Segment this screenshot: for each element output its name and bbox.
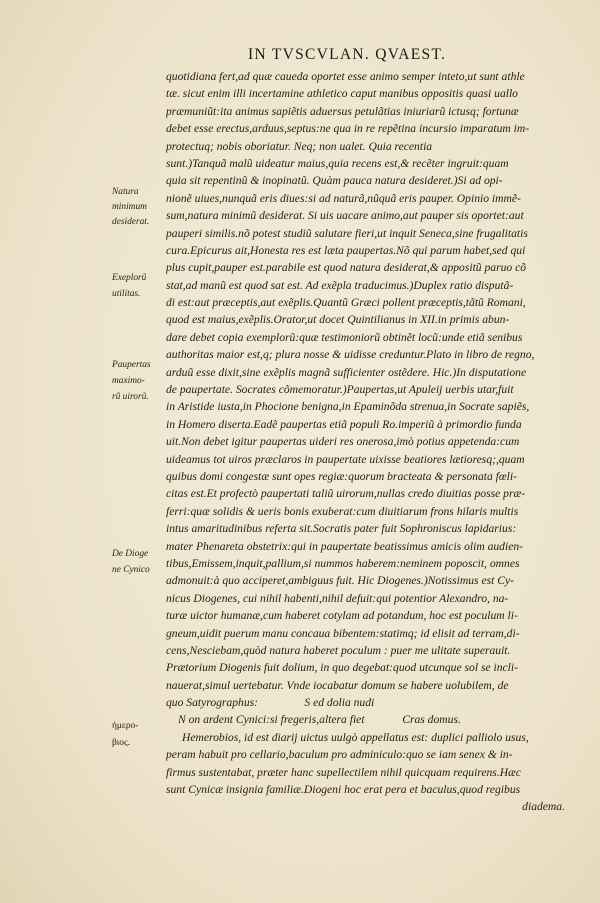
- margin-note-line: Exeplorũ: [112, 273, 147, 283]
- margin-note-line: Natura: [112, 187, 139, 197]
- text-line: debet esse erectus,arduus,septus:ne qua in re repẽtina incursio imparatum im-: [166, 122, 530, 136]
- text-line: tæ. sicut enim illi incertamine athletico caput manibus oppositis quasi uallo: [166, 87, 518, 101]
- text-line: plus cupit,pauper est.parabile est quod natura desiderat,& appositũ paruo cõ: [166, 261, 527, 275]
- margin-note-line: desiderat.: [112, 217, 150, 227]
- text-line: Hemerobios, id est diarij uictus uulgò appellatus est: duplici palliolo usus,: [182, 730, 529, 744]
- text-line: quia sit repentinũ & inopinatũ. Quàm pauca natura desideret.)Si ad opi-: [166, 174, 503, 188]
- text-line: cura.Epicurus ait,Honesta res est læta paupertas.Nõ qui parum habet,sed qui: [166, 243, 526, 257]
- text-line: in Aristide iusta,in Phocione benigna,in Epaminõda strenua,in Socrate sapiẽs,: [166, 400, 530, 414]
- text-line-catchword: diadema.: [522, 800, 565, 814]
- text-line: nionẽ uiues,nunquã eris diues:si ad naturã,nũquã eris pauper. Opinio immẽ-: [166, 191, 521, 205]
- margin-note-line: maximo-: [112, 376, 145, 386]
- margin-note-line: utilitas.: [112, 289, 141, 299]
- text-line: authoritas maior est,q; plura nosse & uidisse creduntur.Plato in libro de regno,: [166, 348, 535, 362]
- text-line: de paupertate. Socrates cõmemoratur.)Paupertas,ut Apuleij uerbis utar,fuit: [166, 383, 514, 397]
- margin-note-hemerobios: [112, 721, 164, 749]
- text-line: quibus domi congestæ sunt opes regiæ:quorum bracteata & personata fœli-: [166, 469, 517, 483]
- text-line: turæ uictor humanæ,cum haberet cotylam ad potandum, hoc est poculum li-: [166, 609, 518, 623]
- text-line: admonuit:à quo acciperet,ambiguus fuit. Hic Diogenes.)Notissimus est Cy-: [166, 574, 514, 588]
- text-line: citas est.Et profectò paupertati taliũ uirorum,nullas credo diuitias posse præ-: [166, 487, 526, 501]
- text-line: nicus Diogenes, cui nihil habenti,nihil defuit:qui potentior Alexandro, na-: [166, 591, 509, 605]
- margin-note-line: ne Cynico: [112, 565, 150, 575]
- text-line: intus amaritudinibus referta sit.Socratis pater fuit Sophroniscus lapidarius:: [166, 522, 517, 536]
- text-line: uideamus tot uiros præclaros in paupertate uixisse beatiores lætioresq;,quam: [166, 452, 525, 466]
- text-line: gneum,uidit puerum manu concaua bibentem:statimq; id elisit ad terram,di-: [166, 626, 520, 640]
- margin-note-line: ἡμερο-: [112, 721, 139, 731]
- margin-note-exemplorum: [112, 273, 164, 300]
- text-line: Prætorium Diogenis fuit dolium, in quo degebat:quod utcunque sol se incli-: [166, 661, 518, 675]
- margin-note-paupertas: [112, 360, 164, 403]
- text-line: protectuq; nobis oboriatur. Neq; non ualet. Quia recentia: [166, 139, 433, 153]
- text-line: uit.Non debet igitur paupertas uideri res onerosa,imò potius appetenda:cum: [166, 435, 520, 449]
- margin-note-line: De Dioge: [112, 549, 149, 559]
- text-line: in Homero diserta.Eadẽ paupertas etiã populi Ro.imperiũ à primordio funda: [166, 417, 522, 431]
- text-line: pauperi similis.nõ potest studiũ salutare fieri,ut inquit Seneca,sine frugalitatis: [166, 226, 528, 240]
- text-line: quotidiana fert,ad quæ caueda oportet esse animo semper inteto,ut sunt athle: [166, 70, 525, 83]
- text-line: cens,Nesciebam,quòd natura haberet poculum : puer me ulitate superauit.: [166, 643, 511, 657]
- text-line: di est:aut præceptis,aut exẽplis.Quantũ Græci pollent præceptis,tãtũ Romani,: [166, 296, 526, 310]
- running-head: IN TVSCVLAN. QVAEST.: [248, 46, 447, 63]
- text-line: dare debet copia exemplorũ:quæ testimoniorũ obtinẽt locũ:unde etiã senibus: [166, 330, 523, 344]
- text-line: quo Satyrographus: S ed dolia nudi: [166, 696, 375, 710]
- commentary-text: [166, 68, 573, 816]
- text-line: quod est maius,exẽplis.Orator,ut docet Quintilianus in XII.in primis abun-: [166, 313, 510, 327]
- text-line: arduũ esse dixit,sine exẽplis magnã sufficienter ostẽdere. Hic.)In disputatione: [166, 365, 527, 379]
- margin-note-diogene: [112, 549, 164, 576]
- margin-note-line: minimum: [112, 202, 147, 212]
- margin-note-line: Paupertas: [112, 360, 151, 370]
- margin-note-line: βιος.: [112, 738, 131, 748]
- text-line: tibus,Emissem,inquit,pallium,si nummos haberem:neminem poposcit, omnes: [166, 556, 520, 570]
- text-line: præmuniũt:ita animus sapiẽtis aduersus petulãtias iniuriarũ ictusq; fortunæ: [166, 104, 519, 118]
- text-line: mater Phenareta obstetrix:qui in paupertate beatissimus amicis olim audien-: [166, 539, 524, 553]
- verse-line: N on ardent Cynici:si fregeris,altera fiet Cras domus.: [178, 713, 461, 727]
- text-line: ferri:quæ solidis & ueris bonis exuberat:cum diuitiarum frons hilaris multis: [166, 504, 519, 518]
- text-line: nauerat,simul uertebatur. Vnde iocabatur domum se habere uolubilem, de: [166, 678, 509, 692]
- margin-note-line: rũ uirorũ.: [112, 392, 149, 402]
- text-line: sunt Cynicæ insignia familiæ.Diogeni hoc erat pera et baculus,quod regibus: [166, 783, 521, 797]
- text-line: peram habuit pro cellario,baculum pro adminiculo:quo se iam senex & in-: [166, 748, 513, 762]
- margin-note-natura: [112, 187, 164, 228]
- text-line: stat,ad manũ est quod sat est. Ad exẽpla traducimus.)Duplex ratio disputã-: [166, 278, 514, 292]
- text-line: firmus sustentabat, præter hanc supellectilem nihil quicquam requirens.Hæc: [166, 765, 521, 779]
- text-line: sunt.)Tanquã malũ uideatur maius,quia recens est,& recẽter ingruit:quam: [166, 156, 509, 170]
- text-line: sum,natura minimũ desiderat. Si uis uacare animo,aut pauper sis oportet:aut: [166, 209, 524, 223]
